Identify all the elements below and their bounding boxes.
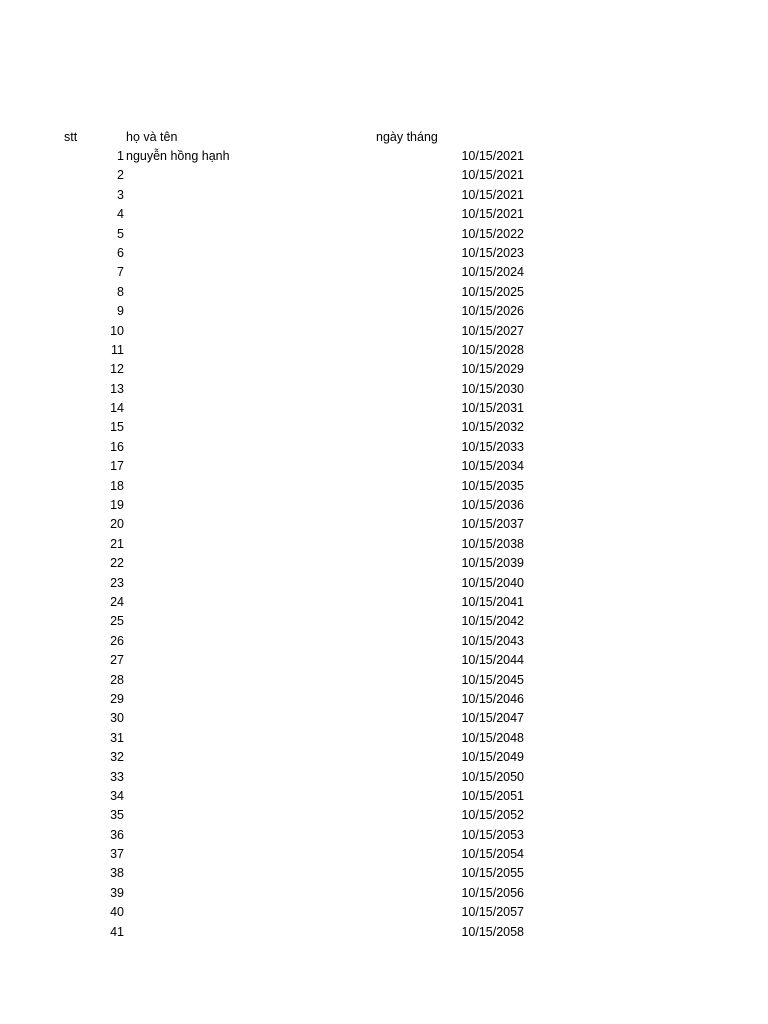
cell-date: 10/15/2058	[461, 924, 524, 939]
cell-date: 10/15/2048	[461, 730, 524, 745]
table-row	[0, 147, 768, 166]
cell-stt: 13	[110, 381, 124, 396]
table-row	[0, 515, 768, 534]
cell-stt: 39	[110, 885, 124, 900]
table-row	[0, 806, 768, 825]
cell-date: 10/15/2035	[461, 478, 524, 493]
cell-date: 10/15/2057	[461, 905, 524, 920]
cell-date: 10/15/2023	[461, 245, 524, 260]
table-row	[0, 225, 768, 244]
table-row	[0, 283, 768, 302]
table-row	[0, 671, 768, 690]
cell-stt: 5	[117, 226, 124, 241]
table-row	[0, 574, 768, 593]
table-row	[0, 554, 768, 573]
table-row	[0, 845, 768, 864]
cell-stt: 11	[111, 342, 124, 357]
cell-stt: 14	[110, 401, 124, 416]
cell-date: 10/15/2022	[461, 226, 524, 241]
cell-stt: 6	[117, 245, 124, 260]
cell-date: 10/15/2041	[461, 594, 524, 609]
cell-date: 10/15/2032	[461, 420, 524, 435]
cell-name: nguyễn hồng hạnh	[126, 149, 230, 163]
cell-stt: 41	[110, 924, 124, 939]
header-stt: stt	[64, 130, 78, 144]
cell-date: 10/15/2039	[461, 556, 524, 571]
cell-stt: 15	[110, 420, 124, 435]
cell-stt: 20	[110, 517, 124, 532]
table-row	[0, 787, 768, 806]
cell-date: 10/15/2021	[461, 207, 524, 222]
cell-date: 10/15/2037	[461, 517, 524, 532]
cell-date: 10/15/2021	[461, 187, 524, 202]
cell-date: 10/15/2055	[461, 866, 524, 881]
cell-stt: 24	[110, 594, 124, 609]
cell-date: 10/15/2052	[461, 808, 524, 823]
cell-date: 10/15/2025	[461, 284, 524, 299]
cell-stt: 7	[117, 265, 124, 280]
table-row	[0, 923, 768, 942]
table-row	[0, 186, 768, 205]
table-row	[0, 477, 768, 496]
table-row	[0, 302, 768, 321]
cell-stt: 33	[110, 769, 124, 784]
table-row	[0, 690, 768, 709]
table-row	[0, 864, 768, 883]
table-row	[0, 748, 768, 767]
cell-date: 10/15/2030	[461, 381, 524, 396]
cell-date: 10/15/2051	[461, 788, 524, 803]
table-row	[0, 651, 768, 670]
cell-date: 10/15/2029	[461, 362, 524, 377]
cell-stt: 30	[110, 711, 124, 726]
table-row	[0, 166, 768, 185]
cell-stt: 4	[117, 207, 124, 222]
table-row	[0, 826, 768, 845]
table-row	[0, 263, 768, 282]
table-row	[0, 322, 768, 341]
table-row	[0, 496, 768, 515]
table-row	[0, 903, 768, 922]
table-row	[0, 884, 768, 903]
cell-stt: 17	[110, 459, 124, 474]
cell-date: 10/15/2033	[461, 439, 524, 454]
table-row	[0, 380, 768, 399]
table-row	[0, 535, 768, 554]
cell-stt: 9	[117, 304, 124, 319]
table-row	[0, 205, 768, 224]
cell-date: 10/15/2045	[461, 672, 524, 687]
table-row	[0, 729, 768, 748]
cell-stt: 36	[110, 827, 124, 842]
cell-stt: 22	[110, 556, 124, 571]
table-row	[0, 399, 768, 418]
cell-stt: 37	[110, 847, 124, 862]
cell-date: 10/15/2021	[461, 149, 524, 163]
cell-date: 10/15/2049	[461, 750, 524, 765]
header-date: ngày tháng	[376, 130, 438, 144]
cell-stt: 12	[110, 362, 124, 377]
cell-date: 10/15/2034	[461, 459, 524, 474]
cell-stt: 26	[110, 633, 124, 648]
table-row	[0, 457, 768, 476]
cell-stt: 18	[110, 478, 124, 493]
cell-date: 10/15/2040	[461, 575, 524, 590]
cell-date: 10/15/2027	[461, 323, 524, 338]
table-row	[0, 438, 768, 457]
table-row	[0, 360, 768, 379]
cell-date: 10/15/2038	[461, 536, 524, 551]
cell-date: 10/15/2043	[461, 633, 524, 648]
cell-date: 10/15/2056	[461, 885, 524, 900]
cell-date: 10/15/2054	[461, 847, 524, 862]
cell-stt: 27	[110, 653, 124, 668]
table-row	[0, 341, 768, 360]
table-row	[0, 632, 768, 651]
cell-date: 10/15/2026	[461, 304, 524, 319]
cell-date: 10/15/2050	[461, 769, 524, 784]
cell-stt: 8	[117, 284, 124, 299]
table-row	[0, 244, 768, 263]
cell-stt: 25	[110, 614, 124, 629]
cell-stt: 40	[110, 905, 124, 920]
cell-stt: 23	[110, 575, 124, 590]
cell-date: 10/15/2036	[461, 498, 524, 513]
table-row	[0, 593, 768, 612]
table-row	[0, 612, 768, 631]
cell-stt: 21	[110, 536, 124, 551]
cell-stt: 28	[110, 672, 124, 687]
cell-date: 10/15/2046	[461, 691, 524, 706]
cell-stt: 38	[110, 866, 124, 881]
cell-stt: 2	[117, 168, 124, 183]
header-name: họ và tên	[126, 130, 178, 144]
cell-stt: 29	[110, 691, 124, 706]
cell-date: 10/15/2044	[461, 653, 524, 668]
cell-date: 10/15/2042	[461, 614, 524, 629]
cell-stt: 35	[110, 808, 124, 823]
table-row	[0, 768, 768, 787]
cell-stt: 10	[110, 323, 124, 338]
cell-stt: 19	[110, 498, 124, 513]
cell-date: 10/15/2021	[461, 168, 524, 183]
cell-date: 10/15/2047	[461, 711, 524, 726]
data-table	[0, 147, 768, 942]
cell-stt: 16	[110, 439, 124, 454]
cell-stt: 1	[117, 149, 124, 163]
cell-date: 10/15/2024	[461, 265, 524, 280]
cell-stt: 34	[110, 788, 124, 803]
cell-stt: 31	[110, 730, 124, 745]
cell-stt: 3	[117, 187, 124, 202]
cell-stt: 32	[110, 750, 124, 765]
cell-date: 10/15/2031	[461, 401, 524, 416]
table-row	[0, 418, 768, 437]
table-row	[0, 709, 768, 728]
cell-date: 10/15/2028	[461, 342, 524, 357]
cell-date: 10/15/2053	[461, 827, 524, 842]
